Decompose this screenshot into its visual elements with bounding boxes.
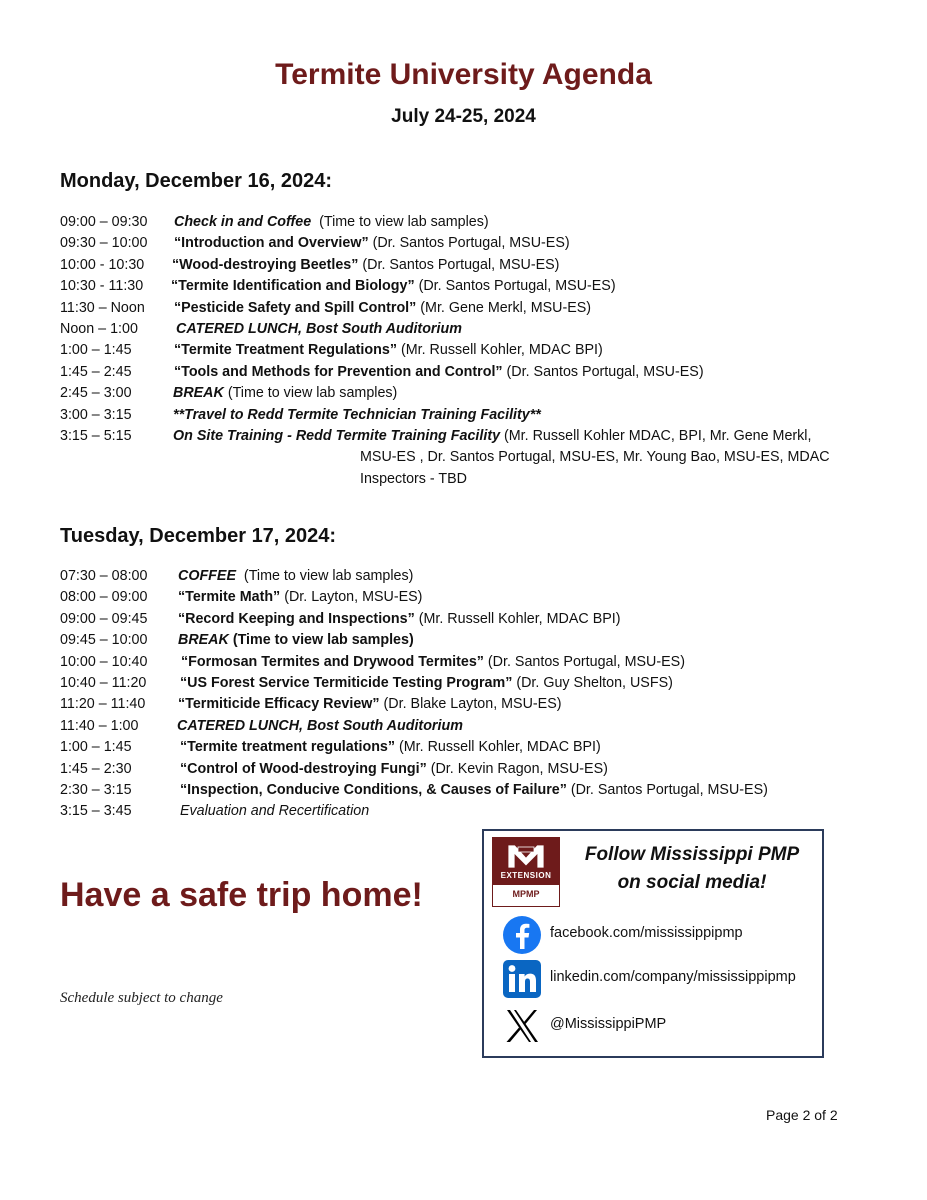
session-detail: (Mr. Russell Kohler MDAC, BPI, Mr. Gene Merkl, <box>500 427 812 444</box>
page-number: Page 2 of 2 <box>766 1107 838 1123</box>
schedule-row <box>60 319 860 340</box>
session-time: 1:00 – 1:45 <box>60 342 132 359</box>
session-detail: (Dr. Santos Portugal, MSU-ES) <box>483 653 685 670</box>
session-title: On Site Training - Redd Termite Training Facility <box>173 427 501 444</box>
session-detail: (Dr. Santos Portugal, MSU-ES) <box>414 278 616 295</box>
schedule-row <box>60 737 860 758</box>
schedule-row <box>60 801 860 822</box>
schedule-row <box>60 566 860 587</box>
session-time: 09:45 – 10:00 <box>60 632 148 649</box>
schedule-row <box>60 212 860 233</box>
schedule-row <box>60 233 860 254</box>
social-media-box <box>482 829 824 1058</box>
x-handle-link[interactable]: @MississippiPMP <box>550 1016 667 1032</box>
session-title: “Control of Wood-destroying Fungi” <box>180 760 427 777</box>
session-time: 11:30 – Noon <box>60 299 145 316</box>
schedule-row <box>60 362 860 383</box>
linkedin-icon <box>502 959 542 999</box>
session-title: BREAK <box>173 385 224 402</box>
event-dates: July 24-25, 2024 <box>391 106 536 127</box>
session-title: CATERED LUNCH, Bost South Auditorium <box>177 717 463 734</box>
schedule-row <box>60 276 860 297</box>
schedule-row <box>60 694 860 715</box>
schedule-row-continuation <box>60 469 860 490</box>
session-time: 08:00 – 09:00 <box>60 589 148 606</box>
session-title: “Wood-destroying Beetles” <box>172 256 359 273</box>
follow-line-1: Follow Mississippi PMP <box>584 844 800 865</box>
session-time: 1:45 – 2:30 <box>60 760 132 777</box>
session-time: 1:00 – 1:45 <box>60 739 132 756</box>
linkedin-link[interactable]: linkedin.com/company/mississippipmp <box>550 969 796 985</box>
session-title: **Travel to Redd Termite Technician Training Facility** <box>173 406 541 423</box>
session-title: “Inspection, Conducive Conditions, & Causes of Failure” <box>180 781 567 798</box>
session-detail-continued: Inspectors - TBD <box>360 470 467 487</box>
schedule-row <box>60 383 860 404</box>
schedule-row <box>60 716 860 737</box>
session-title: “Termite Identification and Biology” <box>171 278 415 295</box>
session-detail-continued: MSU-ES , Dr. Santos Portugal, MSU-ES, Mr. Young Bao, MSU-ES, MDAC <box>360 449 830 466</box>
logo-extension-text: EXTENSION <box>500 871 552 880</box>
schedule-note: Schedule subject to change <box>60 990 223 1006</box>
session-time: 09:00 – 09:45 <box>60 610 148 627</box>
session-detail: (Dr. Blake Layton, MSU-ES) <box>379 696 562 713</box>
session-title: “Tools and Methods for Prevention and Control” <box>174 363 503 380</box>
session-detail: (Mr. Russell Kohler, MDAC BPI) <box>396 342 603 359</box>
session-detail: (Time to view lab samples) <box>235 568 414 584</box>
schedule-row <box>60 405 860 426</box>
session-title: “Termiticide Efficacy Review” <box>178 696 380 713</box>
schedule-row <box>60 340 860 361</box>
session-detail: (Dr. Santos Portugal, MSU-ES) <box>368 235 570 252</box>
day-heading-tuesday: Tuesday, December 17, 2024: <box>60 525 337 547</box>
session-detail: (Mr. Russell Kohler, MDAC BPI) <box>414 610 621 627</box>
session-time: 10:30 - 11:30 <box>60 278 144 295</box>
session-time: 10:40 – 11:20 <box>60 674 147 691</box>
session-title: “Introduction and Overview” <box>174 235 369 252</box>
session-detail: (Time to view lab samples) <box>228 632 414 649</box>
session-title: “Record Keeping and Inspections” <box>178 610 415 627</box>
session-time: 11:20 – 11:40 <box>60 696 146 713</box>
session-detail: (Dr. Santos Portugal, MSU-ES) <box>502 363 704 380</box>
session-title: “Termite Math” <box>178 589 281 606</box>
schedule-row <box>60 587 860 608</box>
session-time: 10:00 – 10:40 <box>60 653 148 670</box>
page-title: Termite University Agenda <box>275 58 652 91</box>
schedule-row <box>60 652 860 673</box>
msu-m-icon <box>506 842 546 870</box>
session-title: BREAK <box>178 632 229 649</box>
session-detail: (Mr. Gene Merkl, MSU-ES) <box>416 299 592 316</box>
session-time: 09:00 – 09:30 <box>60 214 148 230</box>
session-title: “Termite Treatment Regulations” <box>174 342 397 359</box>
schedule-monday <box>60 212 860 490</box>
session-title: CATERED LUNCH, Bost South Auditorium <box>176 320 462 337</box>
session-detail: (Time to view lab samples) <box>223 385 398 402</box>
session-time: 09:30 – 10:00 <box>60 235 148 252</box>
schedule-row <box>60 780 860 801</box>
follow-heading <box>570 841 814 897</box>
session-title: “Pesticide Safety and Spill Control” <box>174 299 417 316</box>
session-detail: (Dr. Kevin Ragon, MSU-ES) <box>426 760 608 777</box>
session-time: 3:00 – 3:15 <box>60 406 132 423</box>
schedule-row <box>60 609 860 630</box>
session-detail: (Time to view lab samples) <box>311 214 489 230</box>
session-time: 07:30 – 08:00 <box>60 568 148 584</box>
session-title: “US Forest Service Termiticide Testing Program” <box>180 674 513 691</box>
schedule-row <box>60 298 860 319</box>
schedule-tuesday <box>60 566 860 823</box>
session-time: 2:45 – 3:00 <box>60 385 132 402</box>
schedule-row <box>60 255 860 276</box>
session-detail: (Dr. Layton, MSU-ES) <box>280 589 423 606</box>
session-time: 11:40 – 1:00 <box>60 717 139 734</box>
session-title: Check in and Coffee <box>174 214 312 230</box>
schedule-row <box>60 426 860 447</box>
follow-line-2: on social media! <box>617 872 767 893</box>
schedule-row <box>60 630 860 651</box>
schedule-row <box>60 759 860 780</box>
session-time: 2:30 – 3:15 <box>60 781 132 798</box>
session-detail: (Dr. Guy Shelton, USFS) <box>512 674 673 691</box>
session-title: “Termite treatment regulations” <box>180 739 396 756</box>
session-time: 3:15 – 3:45 <box>60 803 132 820</box>
session-time: Noon – 1:00 <box>60 320 138 337</box>
session-detail: (Dr. Santos Portugal, MSU-ES) <box>566 781 768 798</box>
session-time: 1:45 – 2:45 <box>60 363 132 380</box>
logo-program-text: MPMP <box>512 889 540 899</box>
session-title: COFFEE <box>178 568 236 584</box>
facebook-link[interactable]: facebook.com/mississippipmp <box>550 925 743 941</box>
session-detail: (Dr. Santos Portugal, MSU-ES) <box>358 256 560 273</box>
session-title: Evaluation and Recertification <box>180 803 370 820</box>
msu-extension-logo <box>492 837 560 907</box>
session-detail: (Mr. Russell Kohler, MDAC BPI) <box>395 739 601 756</box>
facebook-icon <box>502 915 542 955</box>
farewell-message: Have a safe trip home! <box>60 876 423 914</box>
session-time: 3:15 – 5:15 <box>60 427 132 444</box>
schedule-row <box>60 673 860 694</box>
session-time: 10:00 - 10:30 <box>60 256 145 273</box>
day-heading-monday: Monday, December 16, 2024: <box>60 170 332 192</box>
x-icon <box>502 1006 542 1046</box>
session-title: “Formosan Termites and Drywood Termites” <box>181 653 484 670</box>
schedule-row-continuation <box>60 447 860 468</box>
